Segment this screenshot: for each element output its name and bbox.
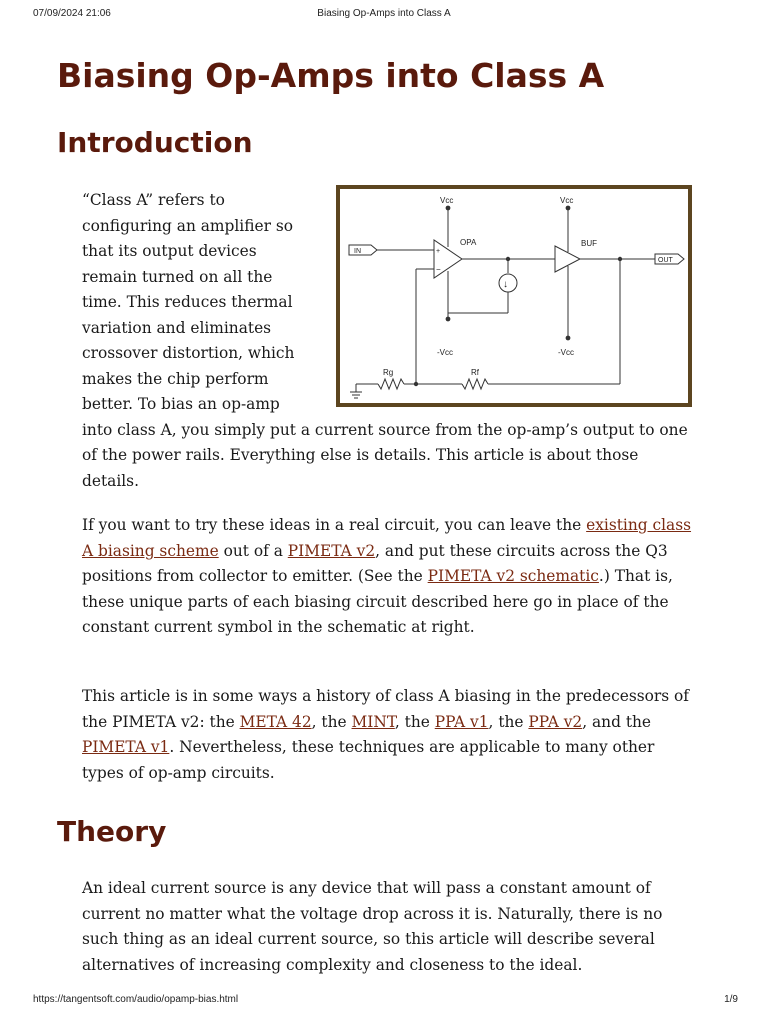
ppa-v2-link[interactable]: PPA v2 xyxy=(528,712,583,731)
ppa-v1-link[interactable]: PPA v1 xyxy=(434,712,489,731)
vcc-right-label: Vcc xyxy=(560,196,574,205)
text-run: , the xyxy=(394,712,435,731)
buf-label: BUF xyxy=(581,239,597,248)
page-title: Biasing Op-Amps into Class A xyxy=(57,56,605,95)
text-run: , the xyxy=(488,712,529,731)
section-heading-theory: Theory xyxy=(57,815,167,848)
existing-class-a-link[interactable]: existing class A biasing scheme xyxy=(82,516,692,560)
print-url: https://tangentsoft.com/audio/opamp-bias.html xyxy=(33,994,239,1005)
print-header xyxy=(0,8,768,22)
text-run: . Nevertheless, these techniques are applicable to many other types of op-amp circuits. xyxy=(82,738,655,782)
vee-right-label: -Vcc xyxy=(558,348,574,357)
text-run: If you want to try these ideas in a real circuit, you can leave the xyxy=(82,516,587,534)
meta-42-link[interactable]: META 42 xyxy=(239,712,312,731)
print-doc-title: Biasing Op-Amps into Class A xyxy=(317,8,451,19)
rf-resistor xyxy=(462,379,488,389)
mint-link[interactable]: MINT xyxy=(351,712,395,731)
pimeta-v2-schematic-link[interactable]: PIMETA v2 schematic xyxy=(427,567,599,585)
in-label: IN xyxy=(354,248,361,255)
rf-label: Rf xyxy=(471,368,479,377)
print-page-number: 1/9 xyxy=(724,994,738,1005)
out-label: OUT xyxy=(658,257,673,264)
print-datetime: 07/09/2024 21:06 xyxy=(33,8,111,19)
current-arrow-icon: ↓ xyxy=(503,279,508,290)
pimeta-paragraph xyxy=(82,513,692,641)
history-paragraph xyxy=(82,684,692,786)
rg-resistor xyxy=(378,379,404,389)
text-run: .) That is, these unique parts of each biasing circuit described here go in place of the constant current symbol in the schematic at right. xyxy=(82,567,673,636)
opa-plus-sign: + xyxy=(436,248,441,255)
text-run: , the xyxy=(311,712,352,731)
text-run: This article is in some ways a history of class A biasing in the predecessors of the PIMETA v2: the xyxy=(82,687,689,731)
opa-minus-sign: − xyxy=(436,265,441,274)
intro-paragraph xyxy=(82,188,692,494)
theory-paragraph xyxy=(82,876,692,978)
schematic-diagram xyxy=(340,189,688,403)
theory-text: An ideal current source is any device that will pass a constant amount of current no matter what the voltage drop across it is. Naturally, there is no such thing as an ideal current source, so this article will describe several alternatives of increasing complexity and closeness to the ideal. xyxy=(82,879,663,974)
vee-left-label: -Vcc xyxy=(437,348,453,357)
text-run: , and the xyxy=(582,712,652,731)
schematic-figure xyxy=(336,185,692,407)
current-source-symbol xyxy=(499,274,517,292)
pimeta-v1-link[interactable]: PIMETA v1 xyxy=(82,738,170,756)
text-run: out of a xyxy=(218,541,288,560)
pimeta-v2-link[interactable]: PIMETA v2 xyxy=(287,541,376,560)
vcc-left-label: Vcc xyxy=(440,196,454,205)
opa-label: OPA xyxy=(460,238,477,247)
section-heading-introduction: Introduction xyxy=(57,126,253,159)
text-run: , and put these circuits across the Q3 positions from collector to emitter. (See the xyxy=(82,541,668,585)
intro-text: “Class A” refers to configuring an amplifier so that its output devices remain turned on all the time. This reduces thermal variation and eliminates crossover distortion, which makes the chip perform better. To bias an op-amp into class A, you simply put a current source from the op-amp’s output to one of the power rails. Everything else is details. This article is about those details. xyxy=(82,191,688,490)
print-footer xyxy=(0,994,768,1008)
rg-label: Rg xyxy=(383,368,394,377)
